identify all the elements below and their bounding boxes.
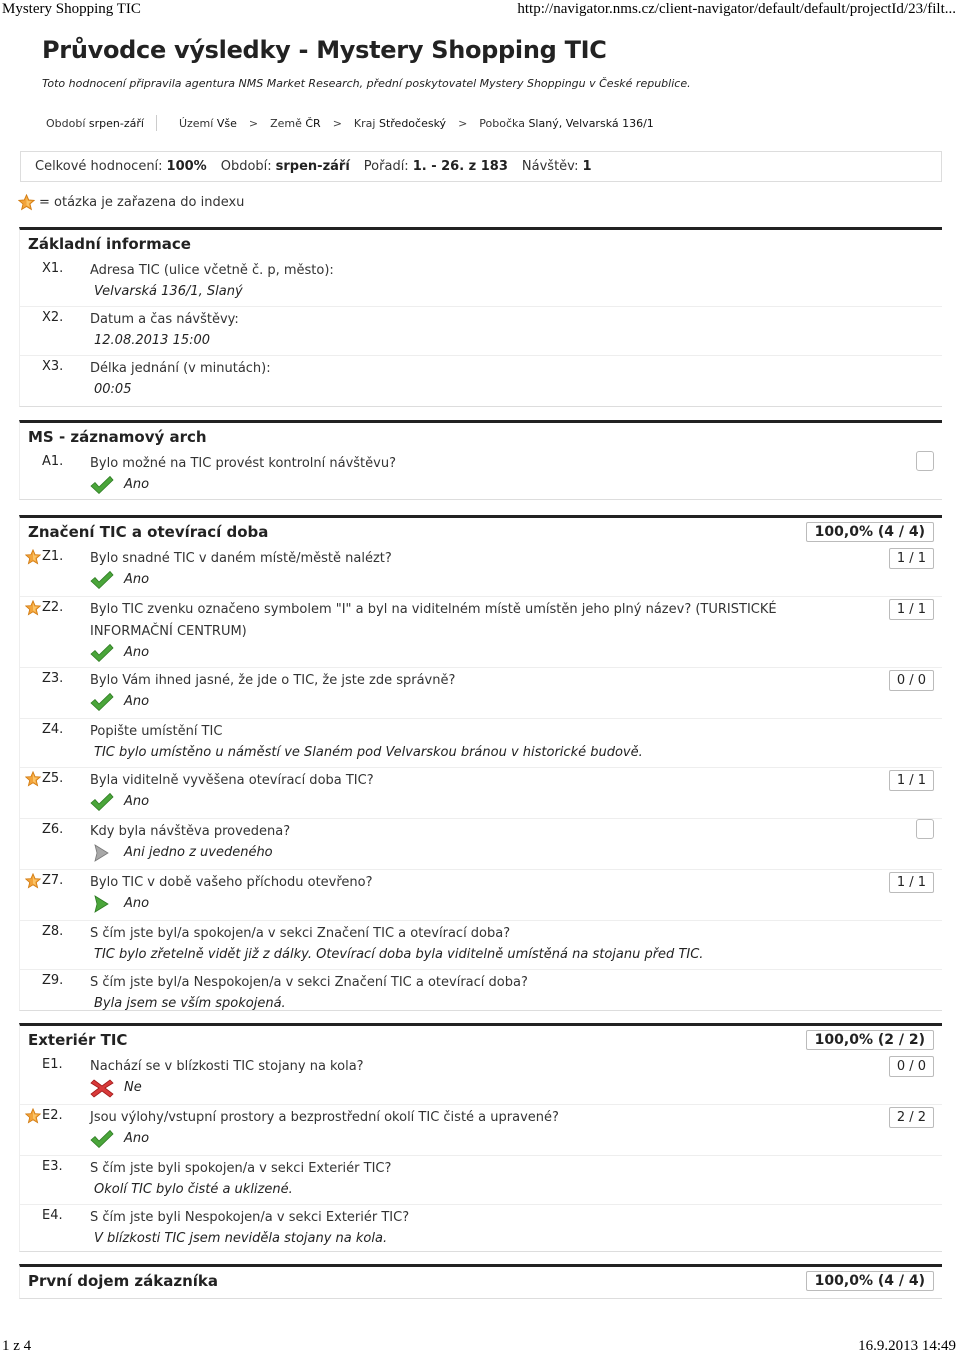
overall-value: 100%	[166, 159, 207, 174]
answer-text: Okolí TIC bylo čisté a uklizené.	[94, 1182, 293, 1197]
answer	[90, 570, 942, 590]
overall-label: Celkové hodnocení:	[35, 159, 163, 174]
question-text: Kdy byla návštěva provedena?	[90, 824, 291, 839]
index-legend	[18, 194, 244, 211]
section-exterior	[19, 1023, 942, 1252]
question-text: S čím jste byl/a spokojen/a v sekci Značení TIC a otevírací doba?	[90, 926, 511, 941]
question-score: 1 / 1	[889, 548, 934, 569]
question-number: A1.	[42, 454, 64, 469]
question-row	[20, 307, 942, 356]
question-text: Adresa TIC (ulice včetně č. p, město):	[90, 263, 334, 278]
question-text: Bylo snadné TIC v daném místě/městě nalézt?	[90, 551, 392, 566]
period-label: Období:	[220, 159, 272, 174]
answer-text: Ano	[124, 1131, 150, 1146]
question-number: Z6.	[42, 822, 64, 837]
answer	[90, 475, 942, 495]
filter-period-value: srpen-září	[88, 116, 144, 130]
print-header	[0, 0, 960, 20]
section-score: 100,0% (2 / 2)	[806, 1030, 934, 1050]
question-number: Z7.	[42, 873, 64, 888]
section-score: 100,0% (4 / 4)	[806, 522, 934, 542]
question-row	[20, 597, 942, 668]
print-title: Mystery Shopping TIC	[2, 1, 141, 17]
answer	[90, 692, 942, 712]
breadcrumb-arrow: >	[248, 116, 259, 130]
question-number: Z1.	[42, 549, 64, 564]
section-title: První dojem zákazníka	[28, 1272, 219, 1290]
answer-text: 00:05	[94, 382, 132, 397]
page-number: 1 z 4	[2, 1338, 32, 1354]
check-icon	[90, 570, 114, 590]
answer	[90, 643, 942, 663]
answer-text: TIC bylo zřetelně vidět již z dálky. Otevírací doba byla viditelně umístěná na stojanu před TIC.	[94, 947, 704, 962]
question-text: Popište umístění TIC	[90, 724, 223, 739]
question-text: Délka jednání (v minutách):	[90, 361, 271, 376]
filter-region-label: Kraj	[353, 116, 376, 130]
rank-value: 1. - 26. z 183	[412, 159, 508, 174]
question-row	[20, 1105, 942, 1156]
period-value: srpen-září	[275, 159, 350, 174]
arrow-right-green-icon	[90, 894, 114, 914]
checkbox[interactable]	[916, 451, 934, 471]
filter-breadcrumb	[46, 115, 654, 131]
checkbox[interactable]	[916, 819, 934, 839]
star-icon	[25, 549, 41, 565]
visits-label: Návštěv:	[521, 159, 579, 174]
summary-bar	[20, 151, 942, 182]
question-row	[20, 1156, 942, 1205]
filter-region[interactable]	[354, 117, 446, 130]
section-basic-info	[19, 227, 942, 407]
answer-text: Ano	[124, 694, 150, 709]
question-text: Nachází se v blízkosti TIC stojany na kola?	[90, 1059, 364, 1074]
question-number: Z8.	[42, 924, 64, 939]
question-number: X3.	[42, 359, 64, 374]
answer	[90, 843, 942, 863]
section-signage-opening-hours	[19, 515, 942, 1011]
question-text: Bylo TIC zvenku označeno symbolem "I" a byl na viditelném místě umístěn jeho plný název? (TURISTICKÉ INFORMAČNÍ CENTRUM)	[90, 602, 777, 639]
answer-text: Velvarská 136/1, Slaný	[94, 284, 243, 299]
answer-text: Byla jsem se vším spokojená.	[94, 996, 286, 1011]
question-text: Bylo Vám ihned jasné, že jde o TIC, že jste zde správně?	[90, 673, 456, 688]
breadcrumb-arrow: >	[458, 116, 468, 130]
question-number: X2.	[42, 310, 64, 325]
question-score: 2 / 2	[889, 1107, 934, 1128]
check-icon	[90, 692, 114, 712]
answer-text: V blízkosti TIC jsem neviděla stojany na kola.	[94, 1231, 388, 1246]
legend-text: = otázka je zařazena do indexu	[39, 195, 245, 210]
question-row	[20, 546, 942, 597]
star-icon	[25, 873, 41, 889]
question-row	[20, 970, 942, 1018]
check-icon	[90, 643, 114, 663]
print-footer	[0, 1337, 960, 1357]
answer-text: Ano	[124, 645, 150, 660]
question-row	[20, 258, 942, 307]
check-icon	[90, 1129, 114, 1149]
question-row	[20, 719, 942, 768]
rank-label: Pořadí:	[363, 159, 409, 174]
answer-text: Ano	[124, 794, 150, 809]
breadcrumb-arrow: >	[332, 116, 342, 130]
answer-text: Ano	[124, 896, 150, 911]
filter-branch[interactable]	[479, 117, 654, 130]
star-icon	[18, 194, 35, 211]
question-text: S čím jste byl/a Nespokojen/a v sekci Značení TIC a otevírací doba?	[90, 975, 528, 990]
section-title: Značení TIC a otevírací doba	[28, 523, 269, 541]
answer	[90, 894, 942, 914]
answer-text: TIC bylo umístěno u náměstí ve Slaném pod Velvarskou bránou v historické budově.	[94, 745, 643, 760]
arrow-right-grey-icon	[90, 843, 114, 863]
question-row	[20, 768, 942, 819]
filter-region-value: Středočeský	[378, 116, 447, 130]
question-number: E1.	[42, 1057, 63, 1072]
question-text: S čím jste byli Nespokojen/a v sekci Exteriér TIC?	[90, 1210, 410, 1225]
question-number: Z2.	[42, 600, 64, 615]
question-score: 1 / 1	[889, 770, 934, 791]
answer-text: Ne	[124, 1080, 142, 1095]
question-text: Bylo možné na TIC provést kontrolní návštěvu?	[90, 456, 396, 471]
answer-text: Ano	[124, 477, 150, 492]
answer-text: Ano	[124, 572, 150, 587]
print-datetime: 16.9.2013 14:49	[858, 1338, 956, 1354]
question-number: E2.	[42, 1108, 63, 1123]
question-number: Z5.	[42, 771, 64, 786]
question-score: 1 / 1	[889, 599, 934, 620]
question-score: 0 / 0	[889, 1056, 934, 1077]
filter-country[interactable]	[270, 117, 321, 130]
question-text: Bylo TIC v době vašeho příchodu otevřeno?	[90, 875, 373, 890]
question-number: Z4.	[42, 722, 64, 737]
filter-branch-value: Slaný, Velvarská 136/1	[528, 116, 654, 130]
print-url[interactable]: http://navigator.nms.cz/client-navigator/default/default/projectId/23/filt...	[517, 1, 956, 17]
filter-area[interactable]	[179, 117, 237, 130]
question-row	[20, 356, 942, 404]
question-number: Z3.	[42, 671, 64, 686]
filter-area-label: Území	[178, 116, 214, 130]
section-title: MS - záznamový arch	[28, 428, 207, 446]
question-row	[20, 921, 942, 970]
check-icon	[90, 792, 114, 812]
section-first-impression	[19, 1264, 942, 1299]
star-icon	[25, 600, 41, 616]
cross-icon	[90, 1078, 114, 1098]
question-text: Datum a čas návštěvy:	[90, 312, 239, 327]
visits-value: 1	[582, 159, 592, 174]
page-title: Průvodce výsledky - Mystery Shopping TIC	[42, 36, 607, 64]
divider	[156, 115, 157, 131]
filter-country-label: Země	[270, 116, 302, 130]
question-number: E3.	[42, 1159, 63, 1174]
section-score: 100,0% (4 / 4)	[806, 1271, 934, 1291]
answer	[90, 1078, 942, 1098]
section-ms-record	[19, 420, 942, 500]
question-row	[20, 870, 942, 921]
filter-area-value: Vše	[216, 116, 237, 130]
answer	[90, 1129, 942, 1149]
answer-text: 12.08.2013 15:00	[94, 333, 211, 348]
question-row	[20, 1205, 942, 1253]
question-score: 1 / 1	[889, 872, 934, 893]
filter-period-label: Období	[46, 116, 86, 130]
answer	[90, 792, 942, 812]
question-row	[20, 668, 942, 719]
filter-period[interactable]	[46, 117, 144, 130]
question-score: 0 / 0	[889, 670, 934, 691]
section-title: Základní informace	[28, 235, 191, 253]
star-icon	[25, 1108, 41, 1124]
page-subtitle: Toto hodnocení připravila agentura NMS Market Research, přední poskytovatel Mystery Shoppingu v České republice.	[42, 77, 691, 90]
question-text: Byla viditelně vyvěšena otevírací doba TIC?	[90, 773, 374, 788]
question-row	[20, 1054, 942, 1105]
question-row	[20, 819, 942, 870]
question-number: X1.	[42, 261, 64, 276]
question-number: Z9.	[42, 973, 64, 988]
filter-branch-label: Pobočka	[479, 116, 525, 130]
check-icon	[90, 475, 114, 495]
answer-text: Ani jedno z uvedeného	[124, 845, 273, 860]
section-title: Exteriér TIC	[28, 1031, 128, 1049]
question-row	[20, 451, 942, 499]
star-icon	[25, 771, 41, 787]
question-number: E4.	[42, 1208, 63, 1223]
question-text: Jsou výlohy/vstupní prostory a bezprostřední okolí TIC čisté a upravené?	[90, 1110, 559, 1125]
question-text: S čím jste byli spokojen/a v sekci Exteriér TIC?	[90, 1161, 392, 1176]
filter-country-value: ČR	[305, 116, 321, 130]
